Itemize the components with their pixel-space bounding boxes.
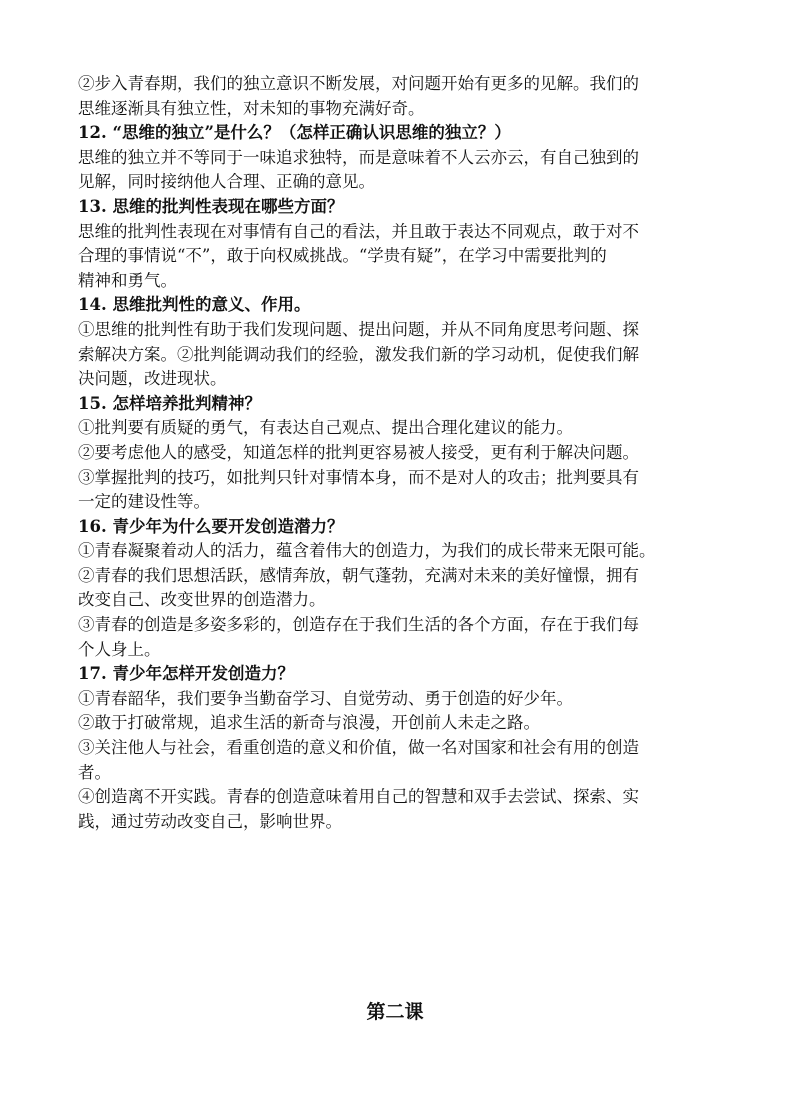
text-line-17: ③掌握批判的技巧，如批判只针对事情本身，而不是对人的攻击；批判要具有: [78, 467, 639, 487]
text-line-23: ③青春的创造是多姿多彩的，创造存在于我们生活的各个方面，存在于我们每: [78, 615, 639, 635]
text-line-7: 思维的批判性表现在对事情有自己的看法，并且敢于表达不同观点，敢于对不: [78, 221, 639, 241]
question-heading-12: 12. “思维的独立”是什么？（怎样正确认识思维的独立？）: [78, 123, 511, 143]
question-heading-14: 14. 思维批判性的意义、作用。: [78, 295, 311, 315]
question-heading-16: 16. 青少年为什么要开发创造潜力？: [78, 516, 344, 536]
text-line-27: ②敢于打破常规，追求生活的新奇与浪漫，开创前人未走之路。: [78, 713, 540, 733]
text-line-5: 见解，同时接纳他人合理、正确的意见。: [78, 172, 375, 192]
text-line-13: 决问题，改进现状。: [78, 369, 227, 389]
text-line-4: 思维的独立并不等同于一味追求独特，而是意味着不人云亦云，有自己独到的: [78, 147, 639, 167]
text-line-1: ②步入青春期，我们的独立意识不断发展，对问题开始有更多的见解。我们的: [78, 74, 639, 93]
text-line-20: ①青春凝聚着动人的活力，蕴含着伟大的创造力，为我们的成长带来无限可能。: [78, 541, 656, 561]
text-line-28: ③关注他人与社会，看重创造的意义和价值，做一名对国家和社会有用的创造: [78, 738, 639, 758]
text-line-2: 思维逐渐具有独立性，对未知的事物充满好奇。: [78, 98, 425, 118]
text-line-11: ①思维的批判性有助于我们发现问题、提出问题，并从不同角度思考问题、探: [78, 319, 639, 339]
text-line-12: 索解决方案。②批判能调动我们的经验，激发我们新的学习动机，促使我们解: [78, 344, 639, 364]
text-line-18: 一定的建设性等。: [78, 492, 210, 512]
lesson-title: 第二课: [366, 1001, 424, 1023]
text-line-15: ①批判要有质疑的勇气，有表达自己观点、提出合理化建议的能力。: [78, 418, 573, 438]
document-body: [78, 72, 718, 834]
text-line-29: 者。: [78, 762, 111, 782]
text-line-8: 合理的事情说“不”，敢于向权威挑战。“学贵有疑”，在学习中需要批判的: [78, 246, 607, 266]
text-line-24: 个人身上。: [78, 639, 161, 659]
text-line-21: ②青春的我们思想活跃，感情奔放，朝气蓬勃，充满对未来的美好憧憬，拥有: [78, 565, 639, 585]
text-line-31: 践，通过劳动改变自己，影响世界。: [78, 811, 342, 831]
question-heading-15: 15. 怎样培养批判精神？: [78, 393, 261, 413]
text-line-26: ①青春韶华，我们要争当勤奋学习、自觉劳动、勇于创造的好少年。: [78, 688, 573, 708]
text-line-22: 改变自己、改变世界的创造潜力。: [78, 590, 326, 610]
text-line-9: 精神和勇气。: [78, 270, 177, 290]
question-heading-17: 17. 青少年怎样开发创造力？: [78, 664, 294, 684]
text-line-30: ④创造离不开实践。青春的创造意味着用自己的智慧和双手去尝试、探索、实: [78, 787, 639, 807]
question-heading-13: 13. 思维的批判性表现在哪些方面？: [78, 196, 344, 216]
text-line-16: ②要考虑他人的感受，知道怎样的批判更容易被人接受，更有利于解决问题。: [78, 442, 639, 462]
